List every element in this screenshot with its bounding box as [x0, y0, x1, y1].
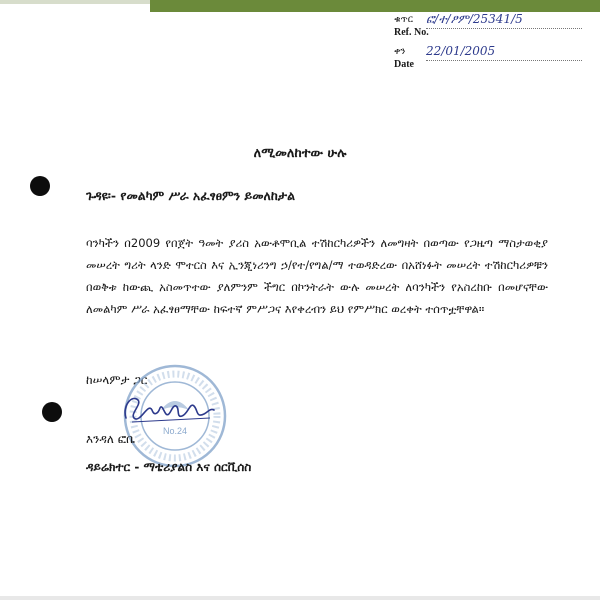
- letter-body: ባንካችን በ2009 የበጀት ዓመት ያሪስ አውቶሞቢል ተሽከርካሪዎችን ለመግዛት በወጣው የጋዜጣ ማስታወቂያ መሠረት ግሪት ላንድ ሞተርስ እና ኢንጂነሪንግ ኃ/የተ/የግል/ማ ተወዳድረው በአሸነፉት መሠረት ተሽከርካሪዎቹን በወቅቱ ከውጪ አስመጥተው ያለምንም ችግር በኮንትራት ውሉ መሠረት ለባንካችን የአስረከቡ በመሆናቸው ለመልካም ሥራ አፈፃፀማቸው ከፍተኛ ምሥጋና እየቀረብን ይህ የምሥክር ወረቀት ተሰጥቷቸዋል።: [86, 236, 548, 316]
- date-row: [394, 46, 584, 74]
- signer-title: ዳይሬክተር - ማቴሪያልስ እና ሰርቪሰስ: [86, 460, 252, 474]
- date-label-amharic: ቀን: [394, 46, 406, 57]
- ref-label-amharic: ቁጥር: [394, 14, 413, 25]
- page-top-edge: [0, 0, 150, 4]
- signer-name: እንዳለ ፎቤ: [86, 432, 136, 446]
- page-bottom-edge: [0, 596, 600, 600]
- ref-number-row: [394, 14, 584, 42]
- ref-number-value: ፎ/ተ/ፆም/25341/5: [426, 12, 582, 29]
- punch-hole-bottom: [42, 402, 62, 422]
- closing-regards: ከሠላምታ ጋር: [86, 373, 148, 387]
- stamp-number: No.24: [162, 426, 188, 436]
- date-value: 22/01/2005: [426, 44, 582, 61]
- punch-hole-top: [30, 176, 50, 196]
- ref-label-english: Ref. No.: [394, 27, 429, 38]
- subject-line: ጉዳዩ፡- የመልካም ሥራ አፈፃፀምን ይመለከታል: [86, 188, 296, 203]
- date-label-english: Date: [394, 59, 414, 70]
- handwritten-signature: [118, 388, 218, 428]
- salutation: ለሚመለከተው ሁሉ: [253, 146, 347, 161]
- letterhead-band: [150, 0, 600, 12]
